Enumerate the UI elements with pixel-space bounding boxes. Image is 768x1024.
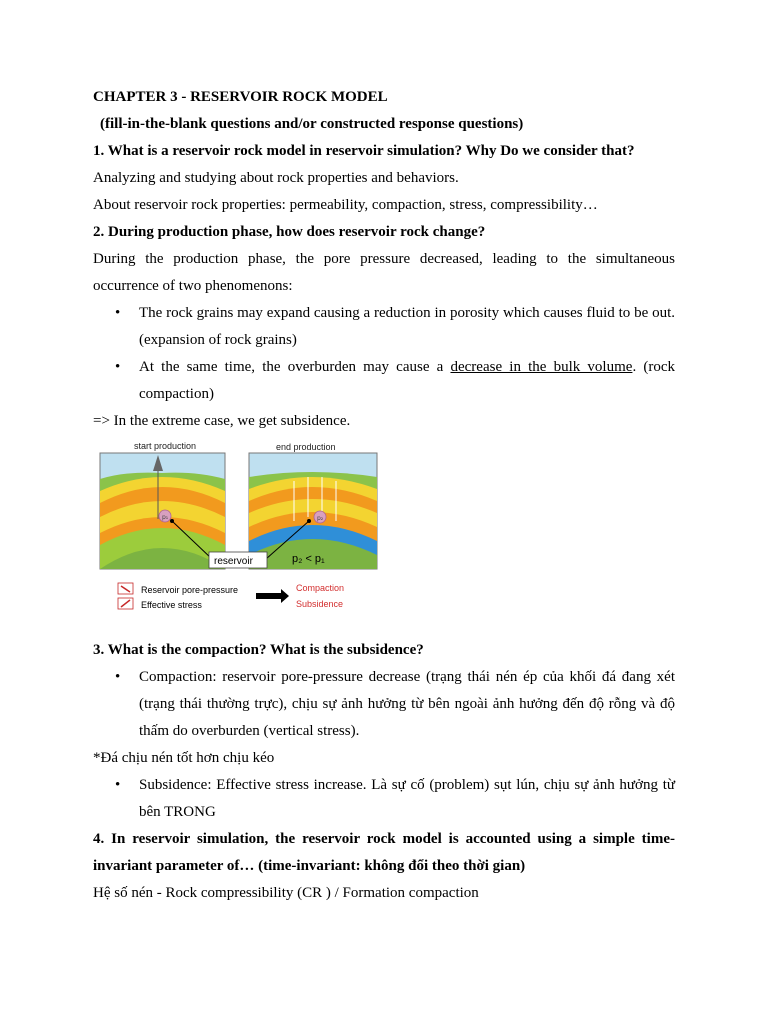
answer-2-conclusion: => In the extreme case, we get subsidence. (93, 413, 351, 429)
subsidence-figure (96, 441, 386, 631)
chapter-subtitle: (fill-in-the-blank questions and/or constructed response questions) (100, 116, 524, 132)
bullet-icon: • (115, 777, 121, 793)
answer-3-bullet-2 (93, 772, 675, 826)
answer-2-bullet-2 (93, 354, 675, 408)
svg-text:reservoir: reservoir (214, 556, 253, 567)
svg-text:p₂: p₂ (317, 515, 324, 522)
question-3: 3. What is the compaction? What is the subsidence? (93, 642, 424, 658)
bullet-text: Compaction: reservoir pore-pressure decrease (trạng thái nén ép của khối đá đang xét (trạng thái thường trực), chịu sự ảnh hưởng từ bên ngoài ảnh hưởng đến độ rỗng và độ thấm do overburden (vertical stress). (139, 669, 675, 739)
figure-right-caption: end production (276, 442, 336, 452)
answer-1-line-1: Analyzing and studying about rock properties and behaviors. (93, 170, 459, 186)
legend-compaction: Compaction (296, 583, 345, 593)
bullet-text: Subsidence: Effective stress increase. Là sự cố (problem) sụt lún, chịu sự ảnh hưởng từ bên TRONG (139, 777, 675, 820)
bullet-text: At the same time, the overburden may cause a (139, 359, 451, 375)
answer-2-intro: During the production phase, the pore pressure decreased, leading to the simultaneous occurrence of two phenomenons: (93, 251, 675, 294)
question-1: 1. What is a reservoir rock model in reservoir simulation? Why Do we consider that? (93, 143, 635, 159)
question-2: 2. During production phase, how does reservoir rock change? (93, 224, 486, 240)
bullet-icon: • (115, 669, 121, 685)
figure-left-caption: start production (134, 441, 197, 451)
svg-text:p₂ < p₁: p₂ < p₁ (292, 553, 325, 565)
legend-pore-pressure: Reservoir pore-pressure (141, 585, 239, 595)
question-4: 4. In reservoir simulation, the reservoir rock model is accounted using a simple time-invariant parameter of… (time-invariant: không đổi theo thời gian) (93, 831, 675, 874)
answer-4: Hệ số nén - Rock compressibility (CR ) / Formation compaction (93, 885, 479, 901)
bullet-text: The rock grains may expand causing a reduction in porosity which causes fluid to be out. (expansion of rock grains) (139, 305, 675, 348)
answer-1-line-2: About reservoir rock properties: permeability, compaction, stress, compressibility… (93, 197, 598, 213)
underlined-text: decrease in the bulk volume (450, 359, 633, 375)
answer-3-note: *Đá chịu nén tốt hơn chịu kéo (93, 750, 275, 766)
legend-effective-stress: Effective stress (141, 600, 202, 610)
chapter-title: CHAPTER 3 - RESERVOIR ROCK MODEL (93, 89, 388, 105)
svg-text:p₁: p₁ (162, 514, 169, 521)
bullet-text-end: . (rock compaction) (139, 359, 676, 402)
document-page (93, 84, 675, 907)
bullet-icon: • (115, 359, 121, 375)
bullet-icon: • (115, 305, 121, 321)
answer-2-bullet-1 (93, 300, 675, 354)
legend-subsidence: Subsidence (296, 599, 344, 609)
answer-3-bullet-1 (93, 664, 675, 745)
